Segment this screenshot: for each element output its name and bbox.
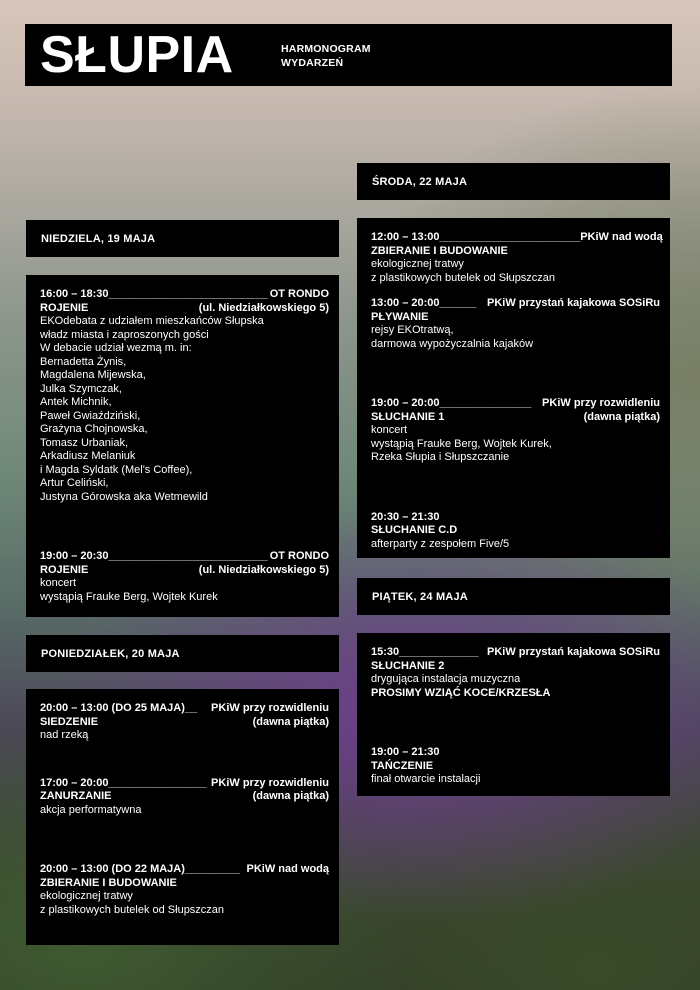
event-description: koncert wystąpią Frauke Berg, Wojtek Kurek [40,577,218,603]
event-address: (dawna piątka) [252,715,329,728]
event-description: EKOdebata z udziałem mieszkańców Słupska władz miasta i zaproszonych gości W debacie udział wezmą m. in: Bernadetta Żynis, Magdalena Mijewska, Julka Szymczak, Antek Michnik, Paweł Gwiaździński, Grażyna Chojnowska, Tomasz Urbaniak, Arkadiusz Melaniuk i Magda Syldatk (Mel's Coffee), Artur Celiński, Justyna Górowska aka Wetmewild [40,315,264,503]
event-description: ekologicznej tratwy z plastikowych butelek od Słupszczan [371,258,556,284]
event-address: (ul. Niedziałkowskiego 5) [198,563,329,576]
event-name: PŁYWANIE [371,310,429,323]
logo: SŁUPIA [40,26,234,84]
header-bar [25,24,672,86]
event-description: koncert wystąpią Frauke Berg, Wojtek Kurek, Rzeka Słupia i Słupszczanie [371,424,552,463]
day-title-niedziela: NIEDZIELA, 19 MAJA [26,220,339,257]
event-item: 17:00 – 20:00________________ PKiW przy rozwidleniu ZANURZANIE (dawna piątka) akcja performatywna [40,776,329,816]
day-title-piatek: PIĄTEK, 24 MAJA [357,578,670,615]
event-place: OT RONDO [269,288,329,300]
event-description: afterparty z zespołem Five/5 [371,537,510,550]
event-item: 13:00 – 20:00______ PKiW przystań kajakowa SOSiRu PŁYWANIE rejsy EKOtratwą, darmowa wypożyczalnia kajaków [371,297,660,350]
event-item: 16:00 – 18:30__________________________ OT RONDO ROJENIE (ul. Niedziałkowskiego 5) EKOdebata z udziałem mieszkańców Słupska władz miasta i zaproszonych gości W debacie udział wezmą m. in: Bernadetta Żynis, Magdalena Mijewska, Julka Szymczak, Antek Michnik, Paweł Gwiaździński, Grażyna Chojnowska, Tomasz Urbaniak, Arkadiusz Melaniuk i Magda Syldatk (Mel's Coffee), Artur Celiński, Justyna Górowska aka Wetmewild [40,288,329,503]
event-description: akcja performatywna [40,803,142,816]
day-box-piatek [357,633,670,796]
event-place: PKiW przystań kajakowa SOSiRu [487,297,660,309]
event-name: ROJENIE [40,563,89,576]
event-name: ZBIERANIE I BUDOWANIE [371,244,508,257]
event-place: PKiW nad wodą [580,231,663,243]
event-description: drygująca instalacja muzyczna PROSIMY WZIĄĆ KOCE/KRZESŁA [371,673,660,700]
event-item: 20:00 – 13:00 (DO 25 MAJA)__ PKiW przy rozwidleniu SIEDZENIE (dawna piątka) nad rzeką [40,702,329,741]
event-place: OT RONDO [269,550,329,562]
event-time: 19:00 – 21:30 [371,746,440,758]
event-name: SŁUCHANIE 1 [371,410,445,423]
event-address: (ul. Niedziałkowskiego 5) [198,301,329,314]
day-box-niedziela [26,275,339,617]
event-description: rejsy EKOtratwą, darmowa wypożyczalnia kajaków [371,324,534,350]
event-address: (dawna piątka) [583,410,660,423]
event-item: 15:30_____________ PKiW przystań kajakowa SOSiRu SŁUCHANIE 2 drygująca instalacja muzyczna PROSIMY WZIĄĆ KOCE/KRZESŁA [371,646,660,699]
event-name: ROJENIE [40,301,89,314]
day-box-sroda [357,218,670,558]
event-time: 20:30 – 21:30 [371,510,440,523]
event-place: PKiW przy rozwidleniu [211,702,329,714]
event-address: (dawna piątka) [252,790,329,802]
event-item: 12:00 – 13:00_______________________ PKiW nad wodą ZBIERANIE I BUDOWANIE ekologicznej tratwy z plastikowych butelek od Słupszczan [371,231,663,284]
event-item: 20:00 – 13:00 (DO 22 MAJA)_________ PKiW nad wodą ZBIERANIE I BUDOWANIE ekologicznej tratwy z plastikowych butelek od Słupszczan [40,863,329,916]
event-description: nad rzeką [40,729,89,741]
event-item: 19:00 – 20:00_______________ PKiW przy rozwidleniu SŁUCHANIE 1 (dawna piątka) koncert wystąpią Frauke Berg, Wojtek Kurek, Rzeka Słupia i Słupszczanie [371,397,660,463]
event-name: SŁUCHANIE 2 [371,659,445,672]
event-name: ZANURZANIE [40,790,112,802]
event-note: PROSIMY WZIĄĆ KOCE/KRZESŁA [371,686,551,699]
event-place: PKiW przy rozwidleniu [542,397,660,409]
event-name: SIEDZENIE [40,715,99,728]
event-description: ekologicznej tratwy z plastikowych butelek od Słupszczan [40,890,225,916]
event-description: finał otwarcie instalacji [371,773,481,785]
event-name: SŁUCHANIE C.D [371,524,458,536]
event-item: 19:00 – 20:30__________________________ OT RONDO ROJENIE (ul. Niedziałkowskiego 5) koncert wystąpią Frauke Berg, Wojtek Kurek [40,550,329,603]
event-place: PKiW przystań kajakowa SOSiRu [487,646,660,658]
day-title-poniedzialek: PONIEDZIAŁEK, 20 MAJA [26,635,339,672]
event-name: ZBIERANIE I BUDOWANIE [40,876,177,889]
event-place: PKiW nad wodą [246,863,329,875]
event-name: TAŃCZENIE [371,759,434,772]
event-item [371,746,660,787]
event-place: PKiW przy rozwidleniu [211,776,329,789]
page-subtitle: HARMONOGRAM WYDARZEŃ [281,43,371,69]
event-item [371,511,660,552]
day-box-poniedzialek [26,689,339,945]
day-title-sroda: ŚRODA, 22 MAJA [357,163,670,200]
